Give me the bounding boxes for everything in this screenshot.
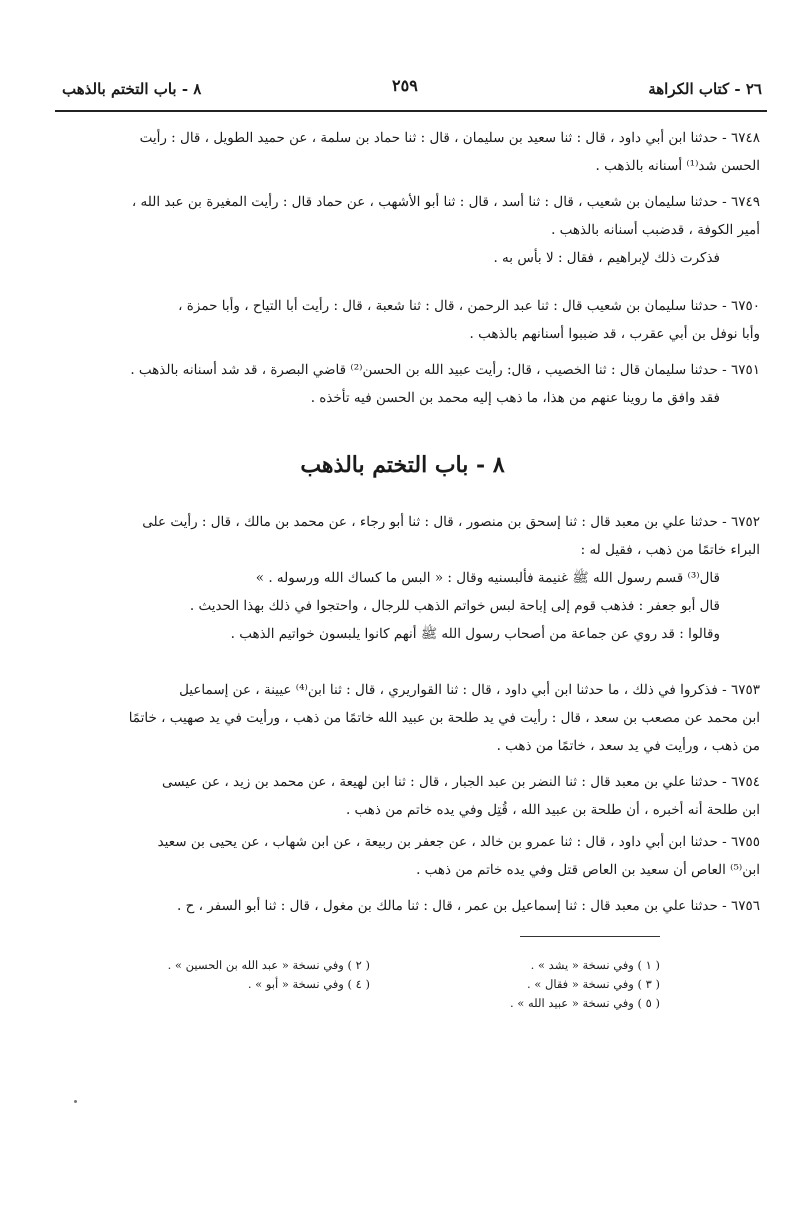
text-line: من ذهب ، ورأيت في يد سعد ، خاتمًا من ذهب .	[496, 738, 760, 754]
text-line: البراء خاتمًا من ذهب ، فقيل له :	[580, 542, 760, 558]
text-line: ابن طلحة أنه أخبره ، أن طلحة بن عبيد الله ، قُتِل وفي يده خاتم من ذهب .	[345, 802, 760, 818]
footnote-4: ( ٤ ) وفي نسخة « أبو » .	[247, 977, 370, 991]
text-line: ٦٧٥٥ - حدثنا ابن أبي داود ، قال : ثنا عمرو بن خالد ، عن جعفر بن ربيعة ، عن ابن شهاب ، عن يحيى بن سعيد	[157, 834, 760, 850]
text-line: وقالوا : قد روي عن جماعة من أصحاب رسول الله ﷺ أنهم كانوا يلبسون خواتيم الذهب .	[230, 626, 720, 642]
footnote-rule	[520, 936, 660, 937]
header-chapter: ٢٦ - كتاب الكراهة	[648, 80, 762, 98]
text-line: ٦٧٥٠ - حدثنا سليمان بن شعيب قال : ثنا عبد الرحمن ، قال : ثنا شعبة ، قال : رأيت أبا التياح ، وأبا حمزة ،	[178, 298, 760, 314]
footnotes-right-column	[460, 956, 660, 1013]
text-line: ابن محمد عن مصعب بن سعد ، قال : رأيت في يد طلحة بن عبيد الله خاتمًا من ذهب ، ورأيت في يد صهيب ، خاتمًا	[128, 710, 760, 726]
hadith-6752	[40, 508, 760, 648]
footnote-1: ( ١ ) وفي نسخة « يشد » .	[530, 958, 660, 972]
footnote-2: ( ٢ ) وفي نسخة « عبد الله بن الحسين » .	[167, 958, 370, 972]
text-line: ٦٧٥١ - حدثنا سليمان قال : ثنا الخصيب ، قال: رأيت عبيد الله بن الحسن⁽²⁾ قاضي البصرة ، قد شد أسنانه بالذهب .	[130, 362, 760, 378]
text-line: ٦٧٥٣ - فذكروا في ذلك ، ما حدثنا ابن أبي داود ، قال : ثنا القواريري ، قال : ثنا ابن⁽⁴⁾ عيينة ، عن إسماعيل	[179, 682, 760, 698]
header-rule	[55, 110, 767, 112]
footnote-3: ( ٣ ) وفي نسخة « فقال » .	[526, 977, 660, 991]
hadith-6751	[40, 356, 760, 412]
text-line: ٦٧٥٤ - حدثنا علي بن معبد قال : ثنا النضر بن عبد الجبار ، قال : ثنا ابن لهيعة ، عن محمد بن زيد ، عن عيسى	[162, 774, 760, 790]
text-line: ٦٧٤٩ - حدثنا سليمان بن شعيب ، قال : ثنا أسد ، قال : ثنا أبو الأشهب ، عن حماد قال : رأيت المغيرة بن عبد الله ،	[131, 194, 760, 210]
hadith-6756	[40, 892, 760, 920]
hadith-6748	[40, 124, 760, 180]
hadith-6749	[40, 188, 760, 272]
text-line: ٦٧٤٨ - حدثنا ابن أبي داود ، قال : ثنا سعيد بن سليمان ، قال : ثنا حماد بن سلمة ، عن حميد الطويل ، قال : رأيت	[139, 130, 760, 146]
footnotes-left-column	[90, 956, 370, 994]
text-line: ٦٧٥٢ - حدثنا علي بن معبد قال : ثنا إسحق بن منصور ، قال : ثنا أبو رجاء ، عن محمد بن مالك ، قال : رأيت على	[142, 514, 760, 530]
hadith-6754	[40, 768, 760, 824]
text-line: ٦٧٥٦ - حدثنا علي بن معبد قال : ثنا إسماعيل بن عمر ، قال : ثنا مالك بن مغول ، قال : ثنا أبو السفر ، ح .	[177, 898, 760, 914]
text-line: ابن⁽⁵⁾ العاص أن سعيد بن العاص قتل وفي يده خاتم من ذهب .	[416, 862, 760, 878]
running-header	[62, 76, 762, 106]
chapter-title: ٨ - باب التختم بالذهب	[300, 452, 505, 478]
text-line: الحسن شد⁽¹⁾ أسنانه بالذهب .	[595, 158, 760, 174]
footnote-5: ( ٥ ) وفي نسخة « عبيد الله » .	[510, 996, 660, 1010]
hadith-6753	[40, 676, 760, 760]
text-line: أمير الكوفة ، قدضبب أسنانه بالذهب .	[551, 222, 760, 238]
text-line: فذكرت ذلك لإبراهيم ، فقال : لا بأس به .	[493, 250, 720, 266]
header-section: ٨ - باب التختم بالذهب	[62, 80, 202, 98]
text-line: فقد وافق ما روينا عنهم من هذا، ما ذهب إليه محمد بن الحسن فيه تأخذه .	[310, 390, 720, 406]
page-number: ٢٥٩	[392, 76, 418, 95]
hadith-6750	[40, 292, 760, 348]
scan-speck	[74, 1100, 77, 1103]
text-line: قال⁽³⁾ قسم رسول الله ﷺ غنيمة فألبسنيه وقال : « البس ما كساك الله ورسوله . »	[255, 570, 720, 586]
text-line: وأبا نوفل بن أبي عقرب ، قد ضببوا أسنانهم بالذهب .	[469, 326, 760, 342]
text-line: قال أبو جعفر : فذهب قوم إلى إباحة لبس خواتم الذهب للرجال ، واحتجوا في ذلك بهذا الحديث .	[189, 598, 720, 614]
hadith-6755	[40, 828, 760, 884]
